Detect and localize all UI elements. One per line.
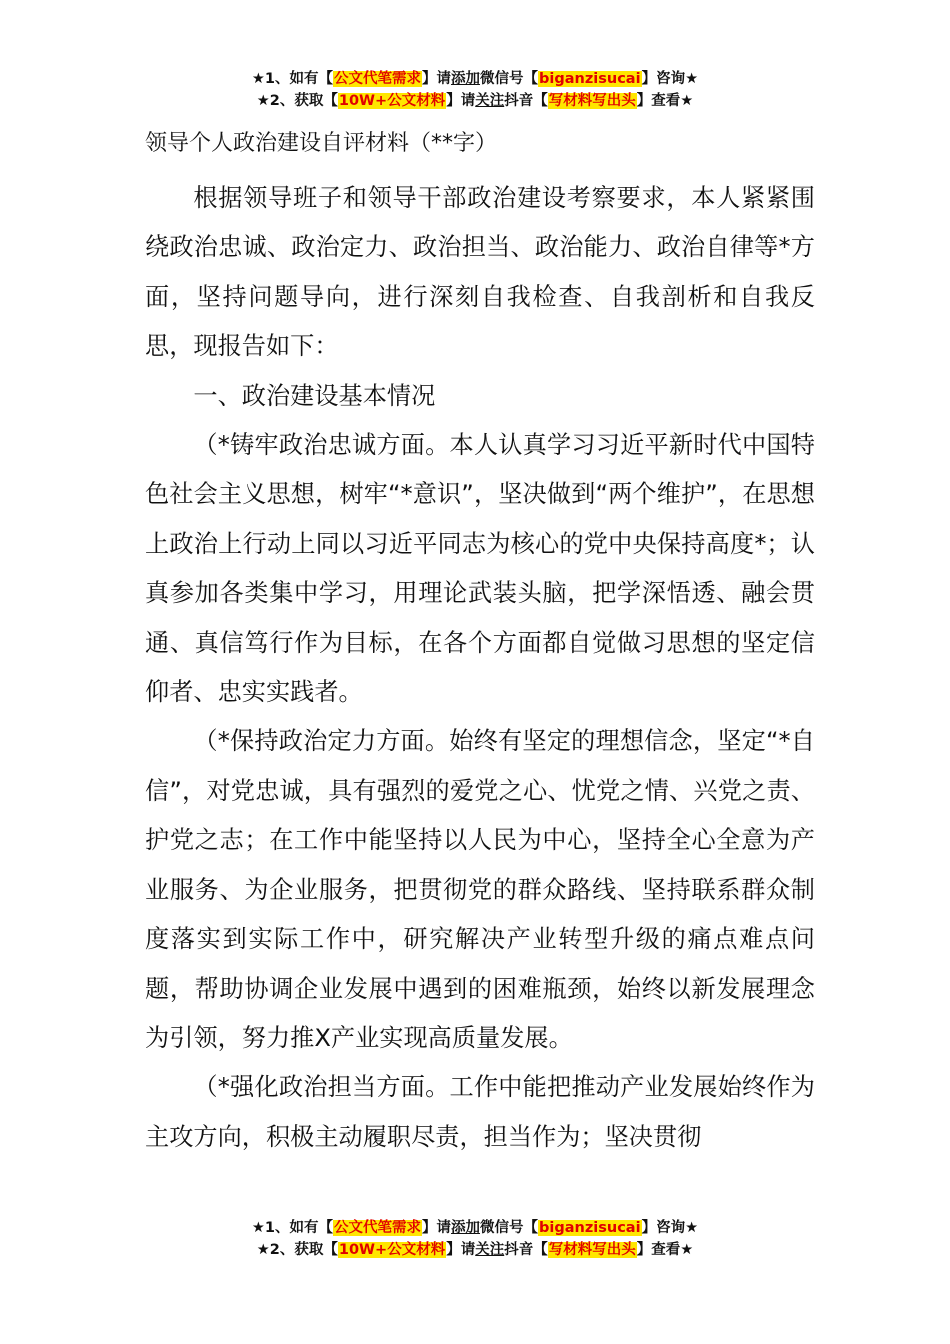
promo-text: 】查看★ [636, 93, 694, 109]
document-body [145, 124, 815, 1162]
promo-text: 抖音【 [504, 93, 548, 109]
promo-text: 微信号【 [480, 71, 539, 87]
promo-line-2 [0, 1239, 950, 1261]
section-heading: 一、政治建设基本情况 [193, 381, 436, 410]
promo-text: 】咨询★ [641, 71, 699, 87]
promo-douyin-name: 写材料写出头 [548, 1242, 636, 1258]
promo-text: 】查看★ [636, 1242, 694, 1258]
promo-underlined-text: 添加 [451, 1220, 481, 1236]
promo-banner-top [0, 68, 950, 112]
promo-text: 】请 [446, 1242, 476, 1258]
promo-text: 】请 [422, 1220, 452, 1236]
promo-text: ★1、如有【 [251, 71, 334, 87]
promo-underlined-text: 添加 [451, 71, 481, 87]
promo-text: 微信号【 [480, 1220, 539, 1236]
promo-text: ★2、获取【 [256, 93, 338, 109]
promo-text: 抖音【 [504, 1242, 548, 1258]
promo-line-2 [0, 90, 950, 112]
paragraph-responsibility: （*强化政治担当方面。工作中能把推动产业发展始终作为主攻方向，积极主动履职尽责，担当作为；坚决贯彻 [145, 1073, 815, 1151]
promo-text: ★1、如有【 [251, 1220, 334, 1236]
promo-wechat-id: biganzisucai [539, 71, 641, 87]
paragraph-steadiness: （*保持政治定力方面。始终有坚定的理想信念，坚定“*自信”，对党忠诚，具有强烈的爱党之心、忧党之情、兴党之责、护党之志；在工作中能坚持以人民为中心，坚持全心全意为产业服务、为企业服务，把贯彻党的群众路线、坚持联系群众制度落实到实际工作中，研究解决产业转型升级的痛点难点问题，帮助协调企业发展中遇到的困难瓶颈，始终以新发展理念为引领，努力推X产业实现高质量发展。 [145, 727, 815, 1052]
promo-underlined-text: 关注 [475, 1242, 505, 1258]
promo-text: 】请 [422, 71, 452, 87]
promo-banner-bottom [0, 1217, 950, 1261]
promo-line-1 [0, 68, 950, 90]
promo-wechat-id: biganzisucai [539, 1220, 641, 1236]
promo-highlight: 公文代笔需求 [334, 71, 422, 87]
promo-douyin-name: 写材料写出头 [548, 93, 636, 109]
promo-text: 】请 [446, 93, 476, 109]
document-title: 领导个人政治建设自评材料（**字） [145, 131, 498, 156]
promo-underlined-text: 关注 [475, 93, 505, 109]
promo-text: 】咨询★ [641, 1220, 699, 1236]
promo-line-1 [0, 1217, 950, 1239]
paragraph-loyalty: （*铸牢政治忠诚方面。本人认真学习习近平新时代中国特色社会主义思想，树牢“*意识”，坚决做到“两个维护”，在思想上政治上行动上同以习近平同志为核心的党中央保持高度*；认真参加各类集中学习，用理论武装头脑，把学深悟透、融会贯通、真信笃行作为目标，在各个方面都自觉做习思想的坚定信仰者、忠实实践者。 [145, 431, 815, 707]
promo-highlight: 10W+公文材料 [338, 1242, 446, 1258]
promo-highlight: 公文代笔需求 [334, 1220, 422, 1236]
paragraph-intro: 根据领导班子和领导干部政治建设考察要求，本人紧紧围绕政治忠诚、政治定力、政治担当、政治能力、政治自律等*方面，坚持问题导向，进行深刻自我检查、自我剖析和自我反思，现报告如下： [145, 184, 815, 361]
promo-highlight: 10W+公文材料 [338, 93, 446, 109]
promo-text: ★2、获取【 [256, 1242, 338, 1258]
